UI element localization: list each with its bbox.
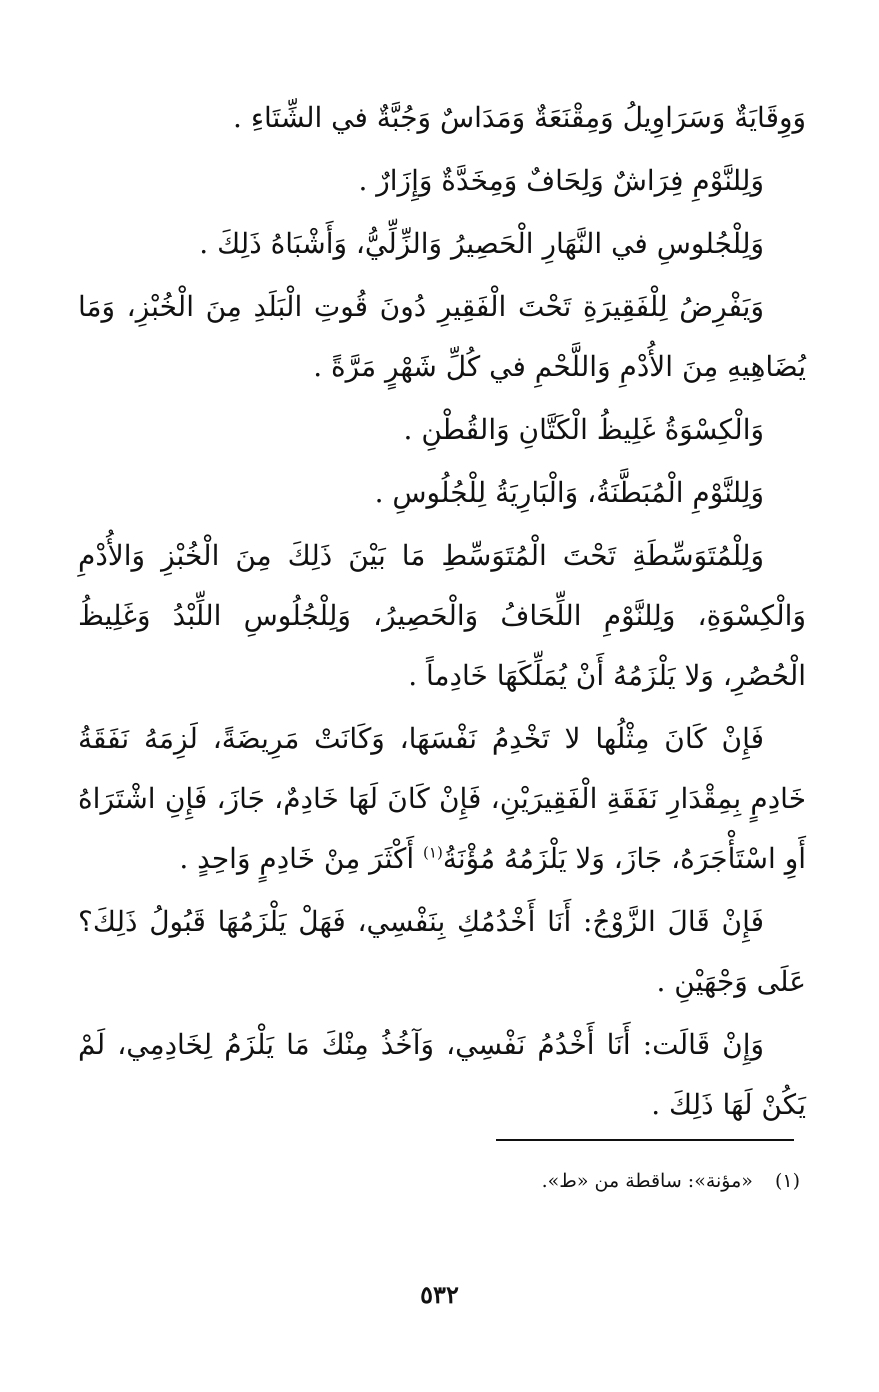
paragraph-text-after-ref: أَكْثَرَ مِنْ خَادِمٍ وَاحِدٍ .: [179, 842, 424, 875]
paragraph: فَإِنْ قَالَ الزَّوْجُ: أَنَا أَخْدُمُكِ بِنَفْسِي، فَهَلْ يَلْزَمُهَا قَبُولُ ذَلِكَ؟ عَلَى وَجْهَيْنِ .: [78, 905, 806, 998]
footnote-reference: (١): [423, 843, 443, 862]
paragraph: وَالْكِسْوَةُ غَلِيظُ الْكَتَّانِ وَالقُطْنِ .: [403, 413, 764, 446]
page-number: ٥٣٢: [420, 1280, 459, 1309]
main-text: [78, 88, 806, 1138]
paragraph: وَلِلنَّوْمِ الْمُبَطَّنَةُ، وَالْبَارِيَةُ لِلْجُلُوسِ .: [374, 476, 764, 509]
footnote-number: (١): [774, 1170, 800, 1192]
paragraph: وَلِلْمُتَوَسِّطَةِ تَحْتَ الْمُتَوَسِّطِ مَا بَيْنَ ذَلِكَ مِنَ الْخُبْزِ وَالأُدْمِ وَالْكِسْوَةِ، وَلِلنَّوْمِ اللِّحَافُ وَالْحَصِيرُ، وَلِلْجُلُوسِ اللِّبْدُ وَغَلِيظُ الْحُصُرِ، وَلا يَلْزَمُهُ أَنْ يُمَلِّكَهَا خَادِماً .: [78, 539, 806, 692]
paragraph-with-footnote-ref: [78, 709, 806, 889]
footnote: [78, 1166, 800, 1196]
paragraph: وَلِلْجُلوسِ في النَّهَارِ الْحَصِيرُ وَالزِّلِّيُّ، وَأَشْبَاهُ ذَلِكَ .: [199, 227, 764, 260]
footnote-text: «مؤنة»: ساقطة من «ط».: [541, 1170, 753, 1192]
paragraph: وَيَفْرِضُ لِلْفَقِيرَةِ تَحْتَ الْفَقِيرِ دُونَ قُوتِ الْبَلَدِ مِنَ الْخُبْزِ، وَمَا يُضَاهِيهِ مِنَ الأُدْمِ وَاللَّحْمِ في كُلِّ شَهْرٍ مَرَّةً .: [78, 290, 806, 383]
paragraph-text-before-ref: فَإِنْ كَانَ مِثْلُها لا تَخْدِمُ نَفْسَهَا، وَكَانَتْ مَرِيضَةً، لَزِمَهُ نَفَقَةُ خَادِمٍ بِمِقْدَارِ نَفَقَةِ الْفَقِيرَيْنِ، فَإِنْ كَانَ لَهَا خَادِمٌ، جَازَ، فَإِنِ اشْتَرَاهُ أَوِ اسْتَأْجَرَهُ، جَازَ، وَلا يَلْزَمُهُ مُؤْنَةُ: [78, 722, 806, 875]
paragraph: وَوِقَايَةٌ وَسَرَاوِيلُ وَمِقْنَعَةٌ وَمَدَاسٌ وَجُبَّةٌ في الشِّتَاءِ .: [233, 101, 806, 134]
paragraph: وَإِنْ قَالَت: أَنَا أَخْدُمُ نَفْسِي، وَآخُذُ مِنْكَ مَا يَلْزَمُ لِخَادِمِي، لَمْ يَكُنْ لَهَا ذَلِكَ .: [78, 1028, 806, 1121]
footnote-separator: [496, 1139, 794, 1141]
paragraph: وَلِلنَّوْمِ فِرَاشٌ وَلِحَافٌ وَمِخَدَّةٌ وَإِزَارٌ .: [358, 164, 764, 197]
